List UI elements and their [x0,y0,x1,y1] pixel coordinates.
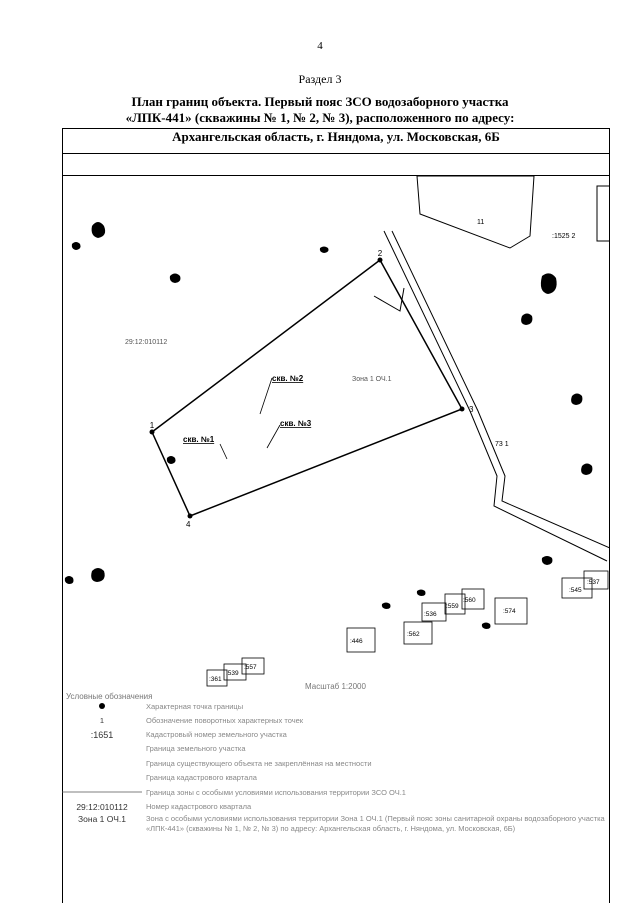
legend-symbol [62,788,142,797]
address: Архангельская область, г. Няндома, ул. Московская, 6Б [172,129,500,144]
road-edge [392,231,610,548]
well-leader [267,425,280,448]
legend-text: Характерная точка границы [146,702,244,711]
well-leader [220,444,227,459]
characteristic-point [188,514,193,519]
well-label: скв. №3 [280,419,312,428]
well-label: скв. №2 [272,374,304,383]
point-label: 3 [469,405,474,414]
parcel-label: :559 [446,603,459,610]
well-leader [260,378,272,414]
legend-title: Условные обозначения [66,692,153,701]
building-outline [417,176,534,248]
parcel-label: :560 [463,597,476,604]
parcel-label: :545 [569,587,582,594]
empty-row [62,154,610,176]
parcel-label: :1525 2 [552,233,576,240]
address-row [62,128,610,154]
legend-text: Кадастровый номер земельного участка [146,730,287,739]
point-label: 4 [186,520,191,529]
parcel-label: 11 [477,219,485,226]
title-line-1: План границ объекта. Первый пояс ЗСО водозаборного участка [131,94,509,109]
legend-symbol [62,702,142,711]
characteristic-point [378,258,383,263]
legend-symbol: Зона 1 ОЧ.1 [78,814,126,824]
parcel-label: 73 1 [495,441,509,448]
vegetation-marks [65,222,593,629]
page-number: 4 [317,40,323,52]
legend-text: Граница зоны с особыми условиями использования территории ЗСО ОЧ.1 [146,788,406,797]
legend-symbol: :1651 [90,730,114,740]
parcel-label: :562 [407,631,420,638]
title-line-2: «ЛПК-441» (скважины № 1, № 2, № 3), расположенного по адресу: [125,110,515,125]
section-heading: Раздел 3 [298,72,342,86]
point-label: 2 [377,249,383,258]
parcel-label: :557 [244,664,257,671]
parcel-label: :361 [209,676,222,683]
parcel-label: :539 [226,670,239,677]
parcel-label: :537 [587,579,600,586]
scale-label: Масштаб 1:2000 [305,682,366,691]
well-label: скв. №1 [183,435,215,444]
building-outline [597,186,610,241]
road-branch [374,288,404,311]
parcel-label: :574 [503,608,516,615]
legend-text: Обозначение поворотных характерных точек [146,716,304,725]
line-sample-icon [62,789,142,795]
parcel-label: :446 [350,638,363,645]
legend-text: Граница существующего объекта не закреплённая на местности [146,759,372,768]
zone-boundary [149,260,462,516]
point-dot-icon [99,703,105,709]
legend-symbol: 29:12:010112 [76,802,128,812]
legend-text: Номер кадастрового квартала [146,802,252,811]
legend-text: Граница земельного участка [146,744,246,753]
legend-text: Зона с особыми условиями использования территории Зона 1 ОЧ.1 (Первый пояс зоны санитарной охраны водозаборного участка «ЛПК-441» (скважины № 1, № 2, № 3) по адресу: Архангельская область, г. Няндома, ул. Московская, 6Б) [146,814,605,833]
point-label: 1 [149,421,155,430]
characteristic-point [460,407,465,412]
boundary-plan-map [62,176,610,696]
document-title [0,94,640,126]
characteristic-point [150,430,155,435]
parcel-label: :536 [424,611,437,618]
legend-symbol: 1 [99,716,105,725]
legend-text: Граница кадастрового квартала [146,773,257,782]
cadastral-quarter-label: 29:12:010112 [125,339,168,346]
zone-label: Зона 1 ОЧ.1 [352,376,392,383]
